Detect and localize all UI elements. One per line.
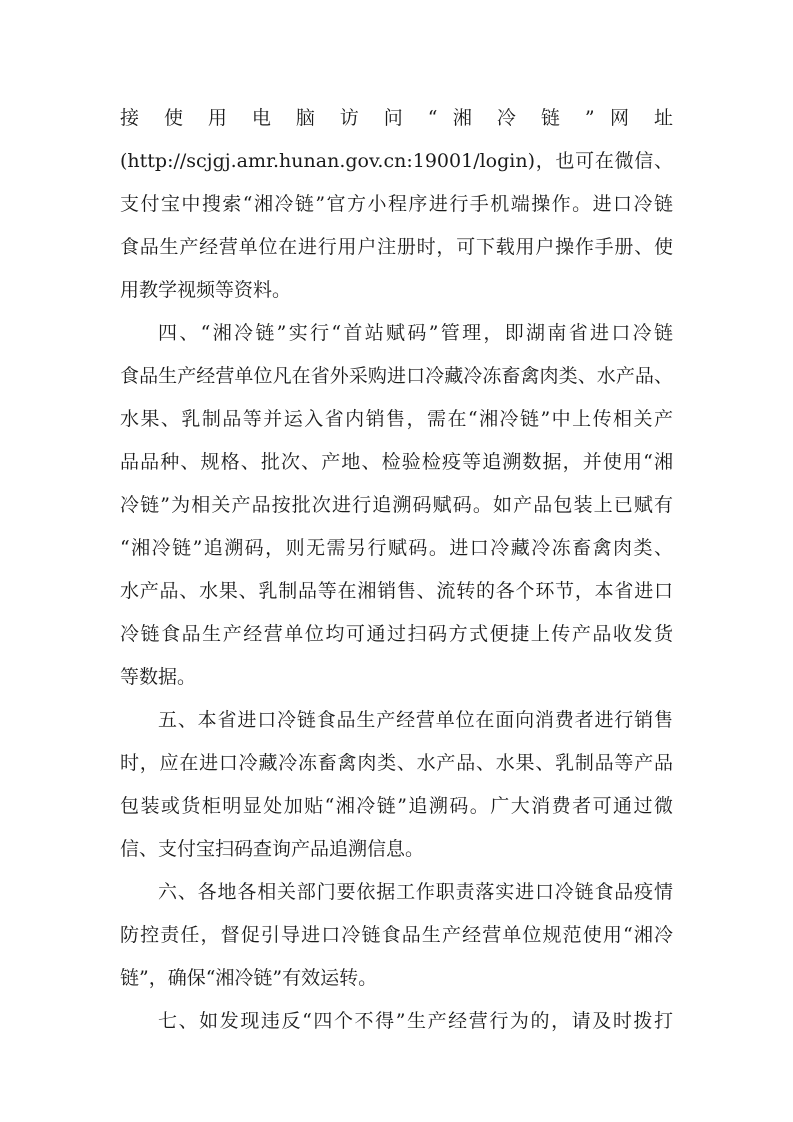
text-line: 包装或货柜明显处加贴“湘冷链”追溯码。广大消费者可通过微 <box>120 795 673 817</box>
text-line: 水产品、水果、乳制品等在湘销售、流转的各个环节，本省进口 <box>120 580 673 602</box>
text-line: “湘冷链”追溯码，则无需另行赋码。进口冷藏冷冻畜禽肉类、 <box>120 537 673 559</box>
text-line: (http://scjgj.amr.hunan.gov.cn:19001/login)，也可在微信、 <box>120 150 673 172</box>
text-line: 冷链”为相关产品按批次进行追溯码赋码。如产品包装上已赋有 <box>120 494 673 516</box>
text-line: 等数据。 <box>120 666 197 688</box>
text-line: 食品生产经营单位在进行用户注册时，可下载用户操作手册、使 <box>120 236 673 258</box>
text-line: 水果、乳制品等并运入省内销售，需在“湘冷链”中上传相关产 <box>120 408 673 430</box>
text-line: 七、如发现违反“四个不得”生产经营行为的，请及时拨打 <box>158 1010 673 1032</box>
text-line: 食品生产经营单位凡在省外采购进口冷藏冷冻畜禽肉类、水产品、 <box>120 365 673 387</box>
text-line: 六、各地各相关部门要依据工作职责落实进口冷链食品疫情 <box>158 881 673 903</box>
text-line: 五、本省进口冷链食品生产经营单位在面向消费者进行销售 <box>158 709 673 731</box>
text-line: 防控责任，督促引导进口冷链食品生产经营单位规范使用“湘冷 <box>120 924 673 946</box>
text-line: 用教学视频等资料。 <box>120 279 292 301</box>
text-line: 时，应在进口冷藏冷冻畜禽肉类、水产品、水果、乳制品等产品 <box>120 752 673 774</box>
text-line: 四、“湘冷链”实行“首站赋码”管理，即湖南省进口冷链 <box>158 322 673 344</box>
text-line: 品品种、规格、批次、产地、检验检疫等追溯数据，并使用“湘 <box>120 451 673 473</box>
text-line: 冷链食品生产经营单位均可通过扫码方式便捷上传产品收发货 <box>120 623 673 645</box>
text-line: 接 使 用 电 脑 访 问 “ 湘 冷 链 ” 网 址 <box>120 107 673 129</box>
text-line: 链”，确保“湘冷链”有效运转。 <box>120 967 378 989</box>
text-line: 支付宝中搜索“湘冷链”官方小程序进行手机端操作。进口冷链 <box>120 193 673 215</box>
text-line: 信、支付宝扫码查询产品追溯信息。 <box>120 838 425 860</box>
